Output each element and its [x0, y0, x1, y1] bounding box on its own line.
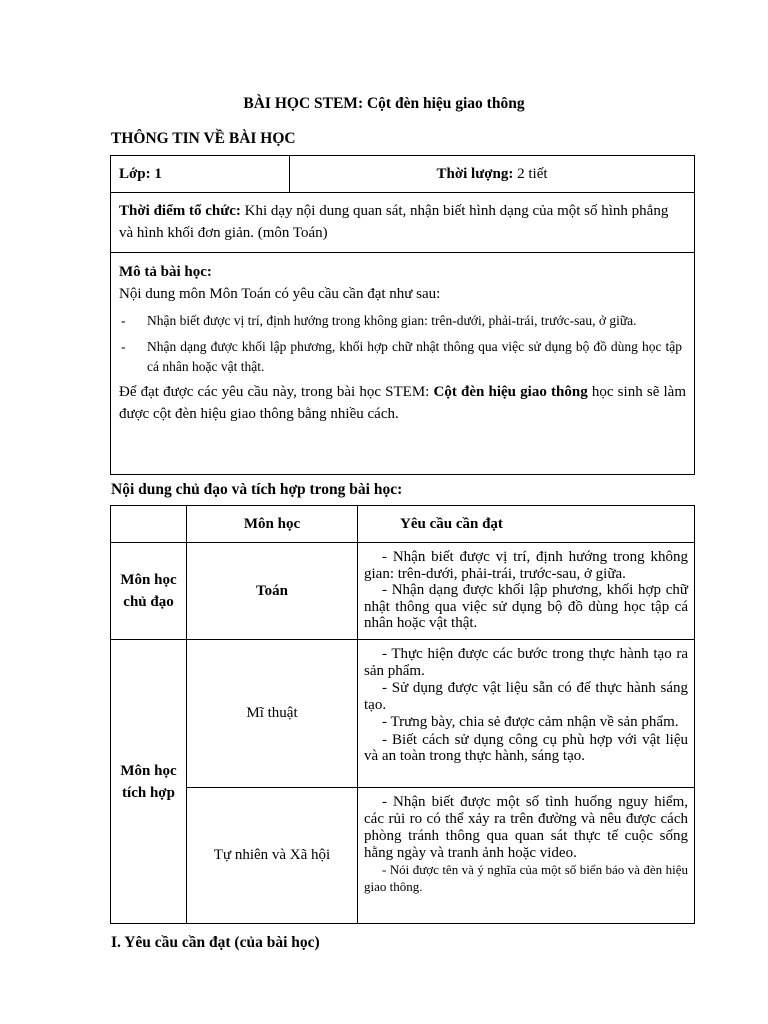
grade-label: Lớp: 1 [119, 165, 162, 182]
requirement-item: - Trưng bày, chia sẻ được cảm nhận về sản phẩm. [382, 714, 679, 730]
description-intro: Nội dung môn Môn Toán có yêu cầu cần đạt như sau: [119, 286, 441, 302]
description-item: - Nhận biết được vị trí, định hướng trong không gian: trên-dưới, phải-trái, trước-sau, ở giữa. [121, 313, 637, 328]
section-info-heading: THÔNG TIN VỀ BÀI HỌC [111, 130, 296, 147]
grade-cell [111, 156, 290, 193]
requirement-item: - Nói được tên và ý nghĩa của một số biển báo và đèn hiệu giao thông. [364, 862, 688, 894]
duration-value: 2 tiết [513, 165, 548, 182]
main-group-cell: Môn học chủ đạo [111, 543, 187, 640]
info-table [110, 155, 695, 475]
main-subject-cell: Toán [187, 543, 358, 640]
section-requirements-heading: I. Yêu cầu cần đạt (của bài học) [111, 934, 320, 951]
art-subject-cell: Mĩ thuật [187, 640, 358, 788]
description-label: Mô tả bài học: [119, 264, 212, 280]
requirement-item: - Nhận biết được một số tình huống nguy hiểm, các rủi ro có thể xảy ra trên đường và nêu được cách phòng tránh thông qua quan sát thực tế cuộc sống hằng ngày và tranh ảnh hoặc video. [364, 794, 688, 861]
header-empty-cell [111, 506, 187, 543]
requirement-item: - Nhận dạng được khối lập phương, khối hợp chữ nhật thông qua việc sử dụng bộ đồ dùng học tập cá nhân hoặc vật thật. [364, 582, 688, 631]
main-requirements-cell [358, 543, 695, 640]
duration-cell [290, 156, 695, 193]
timing-label: Thời điểm tổ chức: [119, 203, 241, 219]
header-subject: Môn học [187, 506, 358, 543]
timing-cell [111, 193, 695, 253]
nature-requirements-cell [358, 788, 695, 924]
requirement-item: - Nhận biết được vị trí, định hướng trong không gian: trên-dưới, phải-trái, trước-sau, ở giữa. [364, 549, 688, 582]
requirement-item: - Sử dụng được vật liệu sẵn có để thực hành sáng tạo. [364, 680, 688, 713]
nature-subject-cell: Tự nhiên và Xã hội [187, 788, 358, 924]
requirement-item: - Biết cách sử dụng công cụ phù hợp với vật liệu và an toàn trong thực hành, sáng tạo. [364, 731, 688, 764]
section-content-heading: Nội dung chủ đạo và tích hợp trong bài học: [111, 481, 403, 498]
duration-label: Thời lượng: [436, 165, 514, 182]
description-item: - Nhận dạng được khối lập phương, khối hợp chữ nhật thông qua việc sử dụng bộ đồ dùng học tập cá nhân hoặc vật thật. [121, 339, 682, 374]
lesson-title: BÀI HỌC STEM: Cột đèn hiệu giao thông [243, 95, 525, 112]
timing-text: Khi dạy nội dung quan sát, nhận biết hình dạng của một số hình phẳng và hình khối đơn giản. (môn Toán) [119, 203, 669, 241]
content-table [110, 505, 695, 924]
description-cell [111, 253, 695, 475]
art-requirements-cell [358, 640, 695, 788]
header-requirement: Yêu cầu cần đạt [358, 506, 695, 543]
description-outro: Để đạt được các yêu cầu này, trong bài học STEM: Cột đèn hiệu giao thông học sinh sẽ làm được cột đèn hiệu giao thông bằng nhiều cách. [119, 384, 687, 422]
integrated-group-cell: Môn học tích hợp [111, 640, 187, 924]
lesson-name-bold: Cột đèn hiệu giao thông [433, 384, 588, 400]
requirement-item: - Thực hiện được các bước trong thực hành tạo ra sản phẩm. [364, 646, 688, 679]
